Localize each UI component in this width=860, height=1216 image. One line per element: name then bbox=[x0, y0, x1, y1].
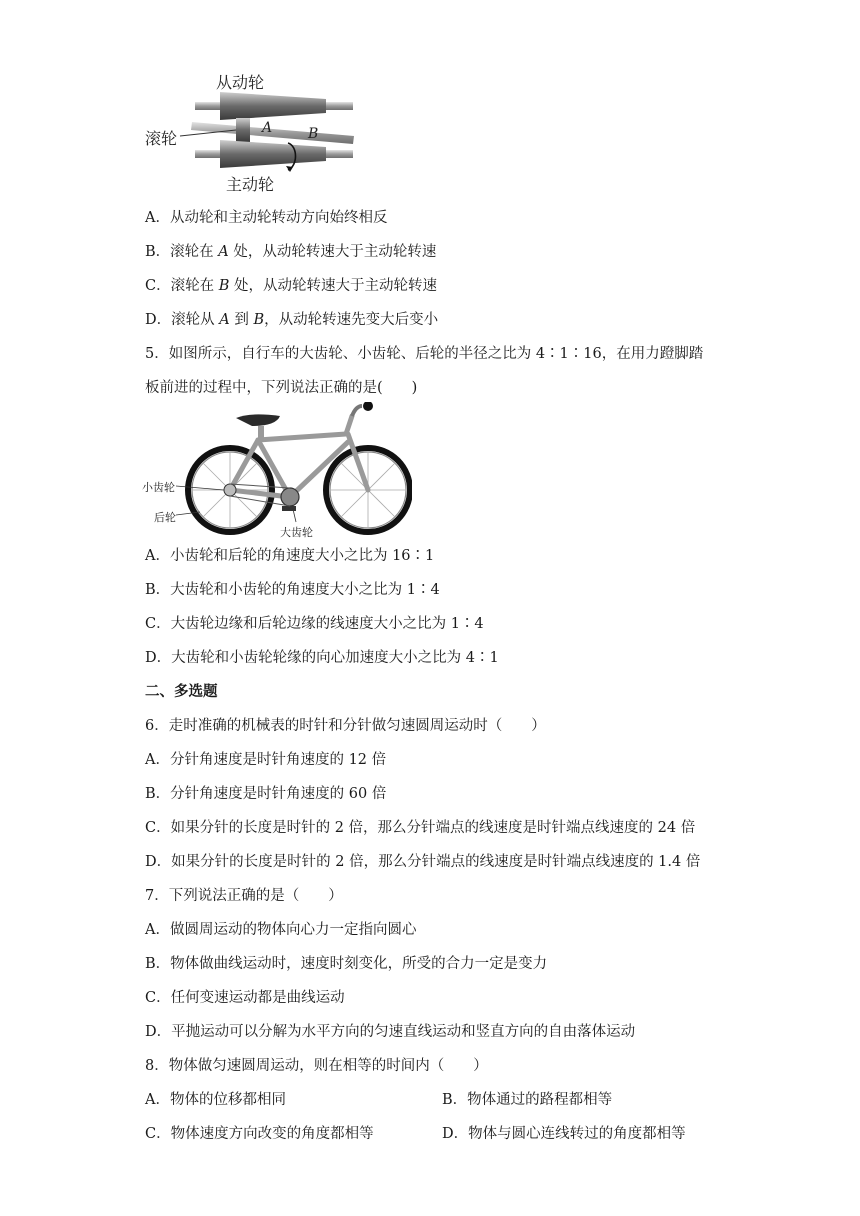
driven-wheel-label: 从动轮 bbox=[216, 73, 265, 92]
q8-stem: 8．物体做匀速圆周运动，则在相等的时间内（ ） bbox=[145, 1058, 488, 1074]
point-b-label: B bbox=[308, 126, 319, 142]
rear-wheel-label: 后轮 bbox=[154, 511, 176, 524]
point-a-label: A bbox=[262, 120, 273, 136]
q7-option-c: C．任何变速运动都是曲线运动 bbox=[145, 990, 345, 1006]
driving-wheel-label: 主动轮 bbox=[226, 175, 275, 194]
q4-option-b: B．滚轮在 A 处，从动轮转速大于主动轮转速 bbox=[145, 244, 437, 260]
q8-option-c: C．物体速度方向改变的角度都相等 bbox=[145, 1126, 374, 1142]
handlebar-grip bbox=[363, 402, 373, 411]
big-gear bbox=[281, 488, 299, 506]
big-gear-label: 大齿轮 bbox=[280, 526, 313, 539]
q8-option-b: B．物体通过的路程都相等 bbox=[442, 1092, 613, 1108]
q6-stem: 6．走时准确的机械表的时针和分针做匀速圆周运动时（ ） bbox=[145, 718, 546, 734]
q4-option-c: C．滚轮在 B 处，从动轮转速大于主动轮转速 bbox=[145, 278, 437, 294]
q7-option-d: D．平抛运动可以分解为水平方向的匀速直线运动和竖直方向的自由落体运动 bbox=[145, 1024, 636, 1040]
q7-option-b: B．物体做曲线运动时，速度时刻变化，所受的合力一定是变力 bbox=[145, 956, 548, 972]
bicycle-figure bbox=[140, 402, 412, 540]
q5-option-a: A．小齿轮和后轮的角速度大小之比为 16∶1 bbox=[145, 548, 435, 564]
q5-stem-line1: 5．如图所示，自行车的大齿轮、小齿轮、后轮的半径之比为 4∶1∶16，在用力蹬脚踏 bbox=[145, 346, 704, 362]
q5-stem-line2: 板前进的过程中，下列说法正确的是( ) bbox=[145, 380, 418, 396]
q5-option-b: B．大齿轮和小齿轮的角速度大小之比为 1∶4 bbox=[145, 582, 440, 598]
q5-option-d: D．大齿轮和小齿轮轮缘的向心加速度大小之比为 4∶1 bbox=[145, 650, 499, 666]
q4-option-a: A．从动轮和主动轮转动方向始终相反 bbox=[145, 210, 388, 226]
q7-option-a: A．做圆周运动的物体向心力一定指向圆心 bbox=[145, 922, 417, 938]
q7-stem: 7．下列说法正确的是（ ） bbox=[145, 888, 343, 904]
q6-option-c: C．如果分针的长度是时针的 2 倍，那么分针端点的线速度是时针端点线速度的 24 倍 bbox=[145, 820, 696, 836]
small-gear-label: 小齿轮 bbox=[142, 481, 175, 494]
q6-option-a: A．分针角速度是时针角速度的 12 倍 bbox=[145, 752, 387, 768]
driven-cone bbox=[220, 92, 326, 120]
small-gear bbox=[224, 484, 236, 496]
q8-option-d: D．物体与圆心连线转过的角度都相等 bbox=[442, 1126, 686, 1142]
q8-option-a: A．物体的位移都相同 bbox=[145, 1092, 286, 1108]
roller bbox=[236, 118, 250, 142]
section-heading-multi-choice: 二、多选题 bbox=[145, 683, 218, 700]
cone-pulley-figure bbox=[140, 66, 370, 196]
q4-option-d: D．滚轮从 A 到 B，从动轮转速先变大后变小 bbox=[145, 312, 439, 328]
q6-option-b: B．分针角速度是时针角速度的 60 倍 bbox=[145, 786, 387, 802]
seat bbox=[236, 414, 280, 426]
roller-label: 滚轮 bbox=[145, 129, 178, 148]
bicycle-diagram bbox=[140, 402, 412, 540]
q5-option-c: C．大齿轮边缘和后轮边缘的线速度大小之比为 1∶4 bbox=[145, 616, 484, 632]
roller-bar bbox=[191, 122, 354, 144]
q6-option-d: D．如果分针的长度是时针的 2 倍，那么分针端点的线速度是时针端点线速度的 1.4 倍 bbox=[145, 854, 701, 870]
driving-cone bbox=[220, 140, 326, 168]
